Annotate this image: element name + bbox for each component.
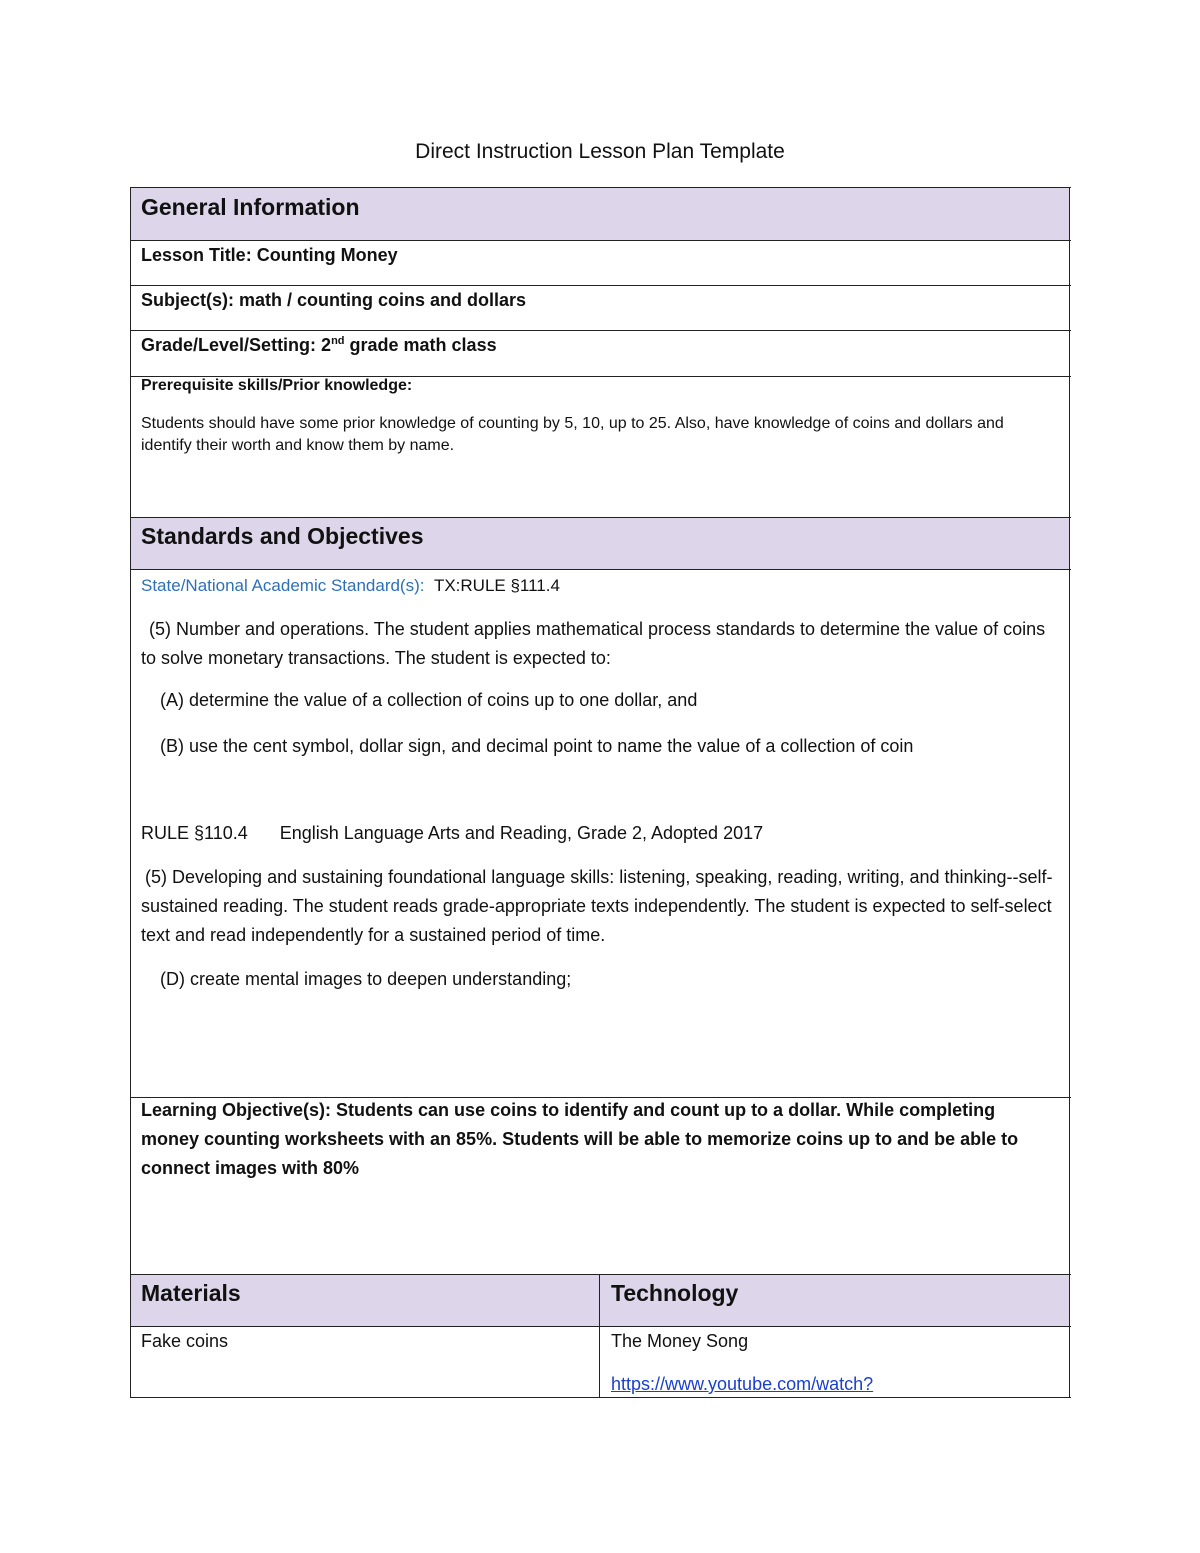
table-border	[130, 1274, 1071, 1275]
standard-line	[141, 571, 1051, 600]
ela-rule: RULE §110.4	[141, 823, 248, 843]
subjects: Subject(s): math / counting coins and dollars	[141, 290, 527, 310]
standard-5b: (B) use the cent symbol, dollar sign, and decimal point to name the value of a collection of coin	[160, 736, 914, 756]
ela-rule-line	[141, 819, 1051, 848]
learning-objectives: Learning Objective(s): Students can use coins to identify and count up to a dollar. While completing money counting worksheets with an 85%. Students will be able to memorize coins up to and be able to connect images with 80%	[141, 1100, 1019, 1178]
table-border	[130, 517, 1071, 518]
table-border	[130, 187, 1071, 188]
table-border	[130, 187, 131, 1398]
grade-level-setting	[141, 335, 497, 356]
technology-header: Technology	[611, 1280, 739, 1306]
standard-label: State/National Academic Standard(s):	[141, 576, 425, 595]
table-border	[599, 1274, 600, 1398]
grade-superscript: nd	[331, 335, 345, 347]
prereq-text: Students should have some prior knowledge of counting by 5, 10, up to 25. Also, have knowledge of coins and dollars and identify their worth and know them by name.	[141, 415, 1004, 454]
grade-suffix: grade math class	[344, 335, 497, 355]
ela-title: English Language Arts and Reading, Grade 2, Adopted 2017	[279, 823, 764, 843]
technology-link[interactable]: https://www.youtube.com/watch?	[611, 1374, 874, 1394]
ela-5d: (D) create mental images to deepen understanding;	[160, 969, 572, 989]
table-border	[130, 240, 1071, 241]
technology-song: The Money Song	[611, 1331, 749, 1351]
ela-5: (5) Developing and sustaining foundational language skills: listening, speaking, reading, writing, and thinking--self-sustained reading. The student reads grade-appropriate texts independently. The student is expected to self-select text and read independently for a sustained period of time.	[141, 867, 1053, 945]
general-info-header: General Information	[141, 194, 360, 220]
table-border	[130, 569, 1071, 570]
table-border	[1069, 187, 1070, 1398]
lesson-title: Lesson Title: Counting Money	[141, 245, 398, 265]
prereq-label: Prerequisite skills/Prior knowledge:	[141, 377, 413, 394]
table-border	[130, 285, 1071, 286]
technology-link-wrap	[611, 1370, 1051, 1399]
standard-5a: (A) determine the value of a collection of coins up to one dollar, and	[160, 690, 698, 710]
table-border	[130, 330, 1071, 331]
grade-prefix: Grade/Level/Setting: 2	[141, 335, 332, 355]
materials-item: Fake coins	[141, 1331, 229, 1351]
standard-rule: TX:RULE §111.4	[433, 576, 560, 595]
standard-5: (5) Number and operations. The student applies mathematical process standards to determine the value of coins to solve monetary transactions. The student is expected to:	[141, 619, 1046, 668]
materials-header: Materials	[141, 1280, 241, 1306]
standards-header: Standards and Objectives	[141, 523, 424, 549]
page-title: Direct Instruction Lesson Plan Template	[415, 140, 785, 163]
